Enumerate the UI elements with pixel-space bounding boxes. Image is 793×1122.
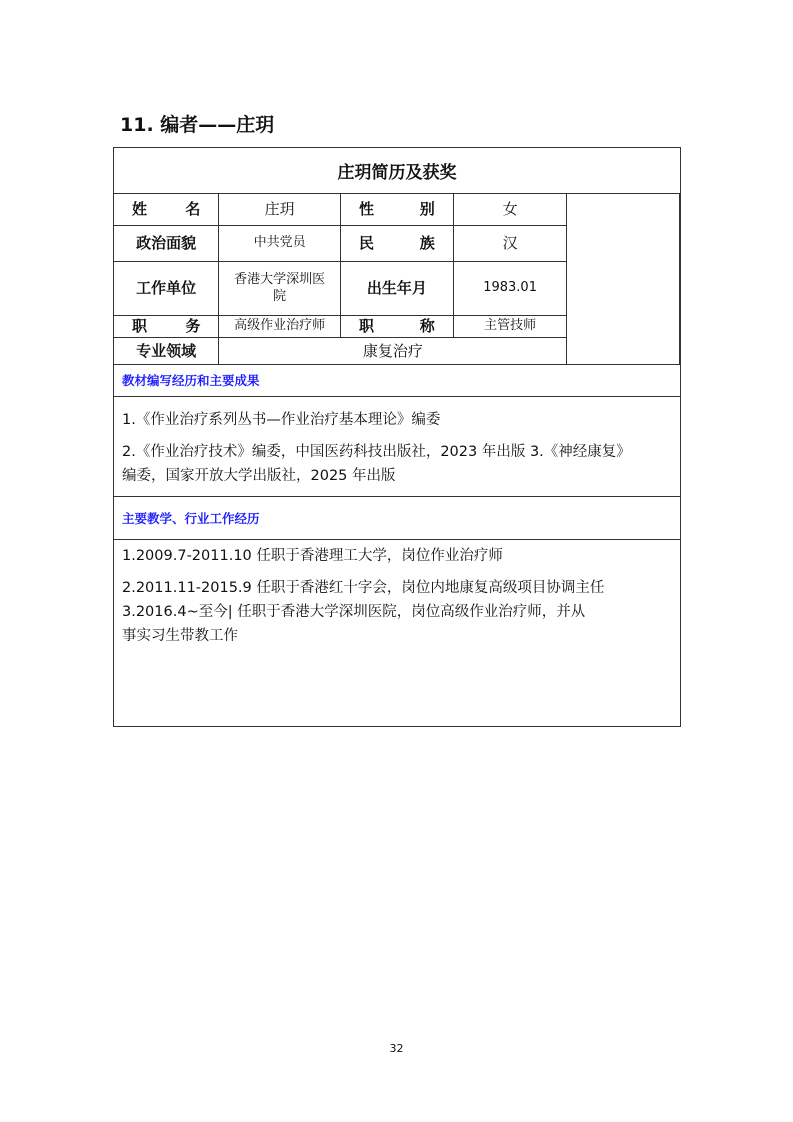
label-employer: 工作单位 (114, 262, 219, 316)
list-item: 编委，国家开放大学出版社，2025 年出版 (122, 468, 396, 484)
label-birth-date: 出生年月 (340, 262, 453, 316)
section-heading: 11. 编者——庄玥 (120, 114, 275, 136)
label-position: 职 务 (114, 316, 219, 338)
resume-table (113, 147, 681, 727)
label-ethnicity: 民 族 (340, 226, 453, 262)
section-heading-experience: 主要教学、行业工作经历 (122, 511, 260, 526)
list-item: 1.2009.7-2011.10 任职于香港理工大学，岗位作业治疗师 (122, 548, 503, 564)
value-specialty: 康复治疗 (219, 338, 567, 365)
info-grid (114, 193, 680, 365)
list-item: 1.《作业治疗系列丛书—作业治疗基本理论》编委 (122, 412, 441, 428)
list-item: 2.《作业治疗技术》编委，中国医药科技出版社，2023 年出版 3.《神经康复》 (122, 444, 631, 460)
value-political-status: 中共党员 (219, 226, 341, 262)
experience-text (122, 544, 677, 648)
divider (114, 539, 680, 540)
table-row (114, 194, 680, 226)
list-item: 事实习生带教工作 (122, 628, 238, 644)
value-name: 庄玥 (219, 194, 341, 226)
value-birth-date: 1983.01 (453, 262, 567, 316)
value-title: 主管技师 (453, 316, 567, 338)
divider (114, 396, 680, 397)
label-name: 姓 名 (114, 194, 219, 226)
table-title: 庄玥简历及获奖 (114, 148, 680, 194)
value-employer: 香港大学深圳医院 (219, 262, 341, 316)
list-item: 3.2016.4~至今| 任职于香港大学深圳医院，岗位高级作业治疗师，并从 (122, 604, 586, 620)
label-specialty: 专业领域 (114, 338, 219, 365)
divider (114, 496, 680, 497)
photo-cell (567, 194, 680, 365)
section-heading-publications: 教材编写经历和主要成果 (122, 373, 260, 388)
value-gender: 女 (453, 194, 567, 226)
value-position: 高级作业治疗师 (219, 316, 341, 338)
page-number: 32 (389, 1042, 404, 1055)
value-ethnicity: 汉 (453, 226, 567, 262)
label-gender: 性 别 (340, 194, 453, 226)
list-item: 2.2011.11-2015.9 任职于香港红十字会，岗位内地康复高级项目协调主任 (122, 580, 605, 596)
label-title: 职 称 (340, 316, 453, 338)
label-political-status: 政治面貌 (114, 226, 219, 262)
publications-text (122, 408, 677, 488)
